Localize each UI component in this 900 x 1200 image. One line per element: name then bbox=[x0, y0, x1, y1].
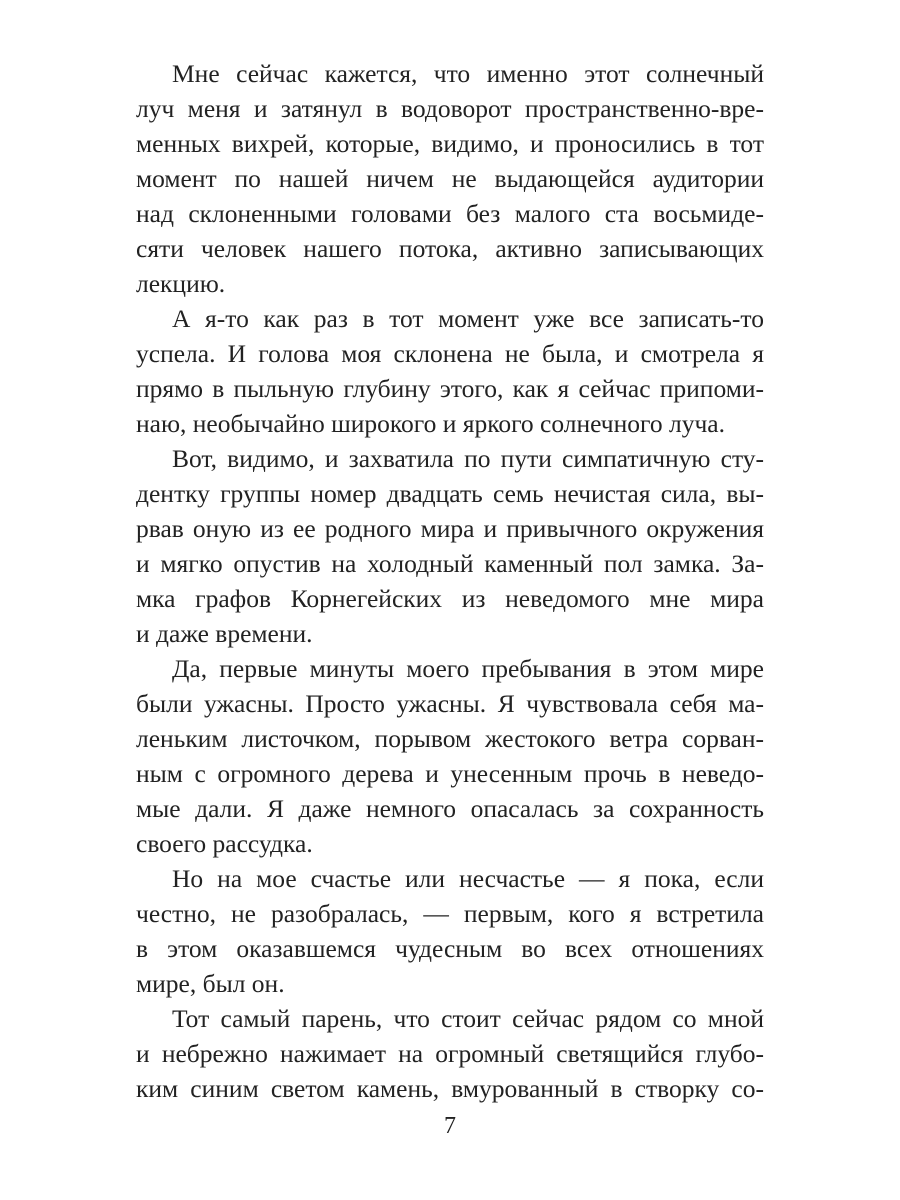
text-line: ным с огромного дерева и унесенным прочь в неведо- bbox=[136, 759, 764, 788]
text-line: успела. И голова моя склонена не была, и смотрела я bbox=[136, 339, 764, 368]
text-line: А я-то как раз в тот момент уже все записать-то bbox=[172, 304, 764, 333]
paragraph-6 bbox=[136, 1001, 764, 1106]
paragraph-1 bbox=[136, 56, 764, 301]
text-line: Вот, видимо, и захватила по пути симпатичную сту- bbox=[172, 444, 764, 473]
text-line: мые дали. Я даже немного опасалась за сохранность bbox=[136, 794, 764, 823]
text-line: честно, не разобралась, — первым, кого я встретила bbox=[136, 899, 764, 928]
text-line: были ужасны. Просто ужасны. Я чувствовала себя ма- bbox=[136, 689, 764, 718]
text-line: Тот самый парень, что стоит сейчас рядом со мной bbox=[172, 1004, 764, 1033]
text-line: прямо в пыльную глубину этого, как я сейчас припоми- bbox=[136, 374, 764, 403]
text-line: момент по нашей ничем не выдающейся аудитории bbox=[136, 164, 764, 193]
text-line: лекцию. bbox=[136, 269, 226, 298]
text-line: и мягко опустив на холодный каменный пол замка. За- bbox=[136, 549, 764, 578]
text-line: луч меня и затянул в водоворот пространственно-вре- bbox=[136, 94, 764, 123]
text-line: и небрежно нажимает на огромный светящийся глубо- bbox=[136, 1039, 764, 1068]
text-line: Мне сейчас кажется, что именно этот солнечный bbox=[172, 59, 764, 88]
paragraph-2 bbox=[136, 301, 764, 441]
text-line: дентку группы номер двадцать семь нечистая сила, вы- bbox=[136, 479, 764, 508]
text-line: над склоненными головами без малого ста восьмиде- bbox=[136, 199, 764, 228]
text-line: менных вихрей, которые, видимо, и проносились в тот bbox=[136, 129, 764, 158]
text-line: мире, был он. bbox=[136, 969, 285, 998]
text-line: леньким листочком, порывом жестокого ветра сорван- bbox=[136, 724, 764, 753]
text-line: рвав оную из ее родного мира и привычного окружения bbox=[136, 514, 764, 543]
text-line: в этом оказавшемся чудесным во всех отношениях bbox=[136, 934, 764, 963]
text-line: наю, необычайно широкого и яркого солнечного луча. bbox=[136, 409, 725, 438]
text-line: ким синим светом камень, вмурованный в створку со- bbox=[136, 1074, 764, 1103]
paragraph-3 bbox=[136, 441, 764, 651]
text-line: мка графов Корнегейских из неведомого мне мира bbox=[136, 584, 764, 613]
paragraph-5 bbox=[136, 861, 764, 1001]
text-line: Да, первые минуты моего пребывания в этом мире bbox=[172, 654, 764, 683]
text-line: своего рассудка. bbox=[136, 829, 313, 858]
text-line: Но на мое счастье или несчастье — я пока, если bbox=[172, 864, 764, 893]
paragraph-4 bbox=[136, 651, 764, 861]
text-line: и даже времени. bbox=[136, 619, 313, 648]
body-text bbox=[136, 56, 764, 1106]
page-number: 7 bbox=[444, 1113, 456, 1139]
text-line: сяти человек нашего потока, активно записывающих bbox=[136, 234, 764, 263]
